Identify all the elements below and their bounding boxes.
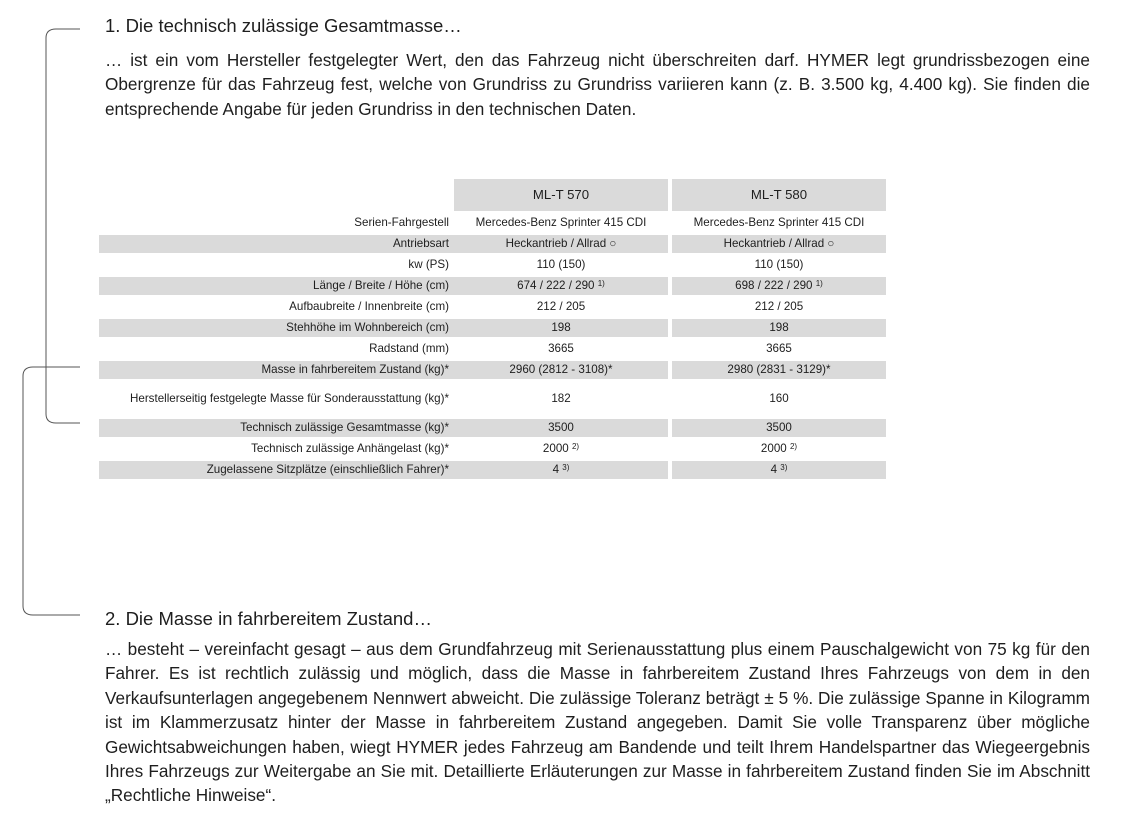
value-ml-t-580: [672, 419, 886, 437]
footnote-marker: 3): [780, 463, 788, 472]
column-header-ml-t-570: ML-T 570: [454, 179, 668, 211]
row-label: [99, 440, 454, 458]
row-label: [99, 382, 454, 416]
row-label: [99, 277, 454, 295]
row-label-text: Länge / Breite / Höhe (cm): [313, 279, 449, 292]
section-2-heading: 2. Die Masse in fahrbereitem Zustand…: [105, 608, 432, 629]
row-label-text: Aufbaubreite / Innenbreite (cm): [289, 300, 449, 313]
value-ml-t-580-text: 3665: [766, 342, 792, 355]
value-ml-t-580: [672, 256, 886, 274]
table-row: [99, 382, 886, 416]
value-ml-t-570: [454, 298, 668, 316]
value-ml-t-570-text: 198: [551, 321, 571, 334]
value-ml-t-580-text: 198: [769, 321, 789, 334]
table-header-row: [99, 179, 886, 211]
table-row: [99, 298, 886, 316]
value-ml-t-570-text: 2000: [542, 442, 569, 455]
value-ml-t-580: [672, 440, 886, 458]
section-1-heading: 1. Die technisch zulässige Gesamtmasse…: [105, 15, 462, 36]
value-ml-t-580-text: Heckantrieb / Allrad ○: [723, 237, 835, 250]
value-ml-t-570: [454, 461, 668, 479]
table-row: [99, 419, 886, 437]
table-row: [99, 256, 886, 274]
row-label-text: Serien-Fahrgestell: [354, 216, 449, 229]
value-ml-t-570-text: Heckantrieb / Allrad ○: [505, 237, 617, 250]
footnote-marker: 1): [815, 279, 823, 288]
row-label-text: Technisch zulässige Gesamtmasse (kg)*: [240, 421, 449, 434]
column-header-ml-t-580: ML-T 580: [672, 179, 886, 211]
value-ml-t-580: [672, 277, 886, 295]
row-label-text: Radstand (mm): [369, 342, 449, 355]
table-row: [99, 440, 886, 458]
row-label-text: kw (PS): [408, 258, 449, 271]
value-ml-t-580: [672, 235, 886, 253]
value-ml-t-580-text: Mercedes-Benz Sprinter 415 CDI: [693, 216, 865, 229]
value-ml-t-580: [672, 361, 886, 379]
row-label-text: Stehhöhe im Wohnbereich (cm): [286, 321, 449, 334]
footnote-marker: 2): [571, 442, 580, 451]
value-ml-t-580: [672, 461, 886, 479]
value-ml-t-570-text: 212 / 205: [536, 300, 586, 313]
table-row: [99, 340, 886, 358]
value-ml-t-570: [454, 256, 668, 274]
row-label: [99, 361, 454, 379]
table-row: [99, 214, 886, 232]
footnote-marker: 2): [789, 442, 798, 451]
row-label: [99, 256, 454, 274]
value-ml-t-570-text: 3500: [548, 421, 574, 434]
row-label: [99, 214, 454, 232]
value-ml-t-580: [672, 298, 886, 316]
value-ml-t-570: [454, 235, 668, 253]
value-ml-t-570-text: Mercedes-Benz Sprinter 415 CDI: [475, 216, 647, 229]
row-label: [99, 235, 454, 253]
row-label: [99, 340, 454, 358]
row-label: [99, 319, 454, 337]
value-ml-t-570: [454, 319, 668, 337]
value-ml-t-580: [672, 340, 886, 358]
section-1-text: … ist ein vom Hersteller festgelegter Wert, den das Fahrzeug nicht überschreiten darf. HYMER legt grundrissbezogen eine Obergrenze für das Fahrzeug fest, welche von Grundriss zu Grundriss variieren kann (z. B. 3.500 kg, 4.400 kg). Sie finden die entsprechende Angabe für jeden Grundriss in den technischen Daten.: [105, 50, 1090, 119]
value-ml-t-580-text: 698 / 222 / 290: [735, 279, 813, 292]
row-label: [99, 419, 454, 437]
table-body: [99, 214, 886, 479]
value-ml-t-580: [672, 319, 886, 337]
value-ml-t-580-text: 2980 (2831 - 3129)*: [727, 363, 831, 376]
value-ml-t-570: [454, 440, 668, 458]
value-ml-t-570-text: 3665: [548, 342, 574, 355]
table-row: [99, 277, 886, 295]
bracket-section-1: [46, 29, 80, 423]
value-ml-t-570: [454, 214, 668, 232]
value-ml-t-570: [454, 419, 668, 437]
bracket-section-2: [23, 367, 80, 615]
value-ml-t-580-text: 3500: [766, 421, 792, 434]
value-ml-t-570: [454, 361, 668, 379]
row-label: [99, 298, 454, 316]
row-label-text: Technisch zulässige Anhängelast (kg)*: [251, 442, 449, 455]
row-label: [99, 461, 454, 479]
table-row: [99, 461, 886, 479]
section-2-text: … besteht – vereinfacht gesagt – aus dem Grundfahrzeug mit Serienausstattung plus einem Pauschalgewicht von 75 kg für den Fahrer. Es ist rechtlich zulässig und möglich, dass die Masse in fahrbereitem Zustand Ihres Fahrzeugs von dem in den Verkaufsunterlagen angegebenem Nennwert abweicht. Die zulässige Toleranz beträgt ± 5 %. Die zulässige Spanne in Kilogramm ist im Klammerzusatz hinter der Masse in fahrbereitem Zustand angegeben. Damit Sie volle Transparenz über mögliche Gewichtsabweichungen haben, wiegt HYMER jedes Fahrzeug am Bandende und teilt Ihrem Handelspartner das Wiegeergebnis Ihres Fahrzeugs zur Weitergabe an Sie mit. Detaillierte Erläuterungen zur Masse in fahrbereitem Zustand finden Sie im Abschnitt „Rechtliche Hinweise“.: [105, 639, 1090, 806]
table-row: [99, 235, 886, 253]
spec-table: [99, 176, 886, 482]
value-ml-t-570-text: 182: [551, 392, 571, 405]
row-label-text: Antriebsart: [392, 237, 449, 250]
row-label-text: Herstellerseitig festgelegte Masse für Sonderausstattung (kg)*: [130, 392, 449, 405]
value-ml-t-570-text: 2960 (2812 - 3108)*: [509, 363, 613, 376]
value-ml-t-570-text: 4: [552, 463, 560, 476]
value-ml-t-580-text: 160: [769, 392, 789, 405]
row-label-text: Masse in fahrbereitem Zustand (kg)*: [261, 363, 449, 376]
value-ml-t-570-text: 110 (150): [536, 258, 586, 271]
value-ml-t-580-text: 2000: [760, 442, 787, 455]
value-ml-t-580-text: 110 (150): [754, 258, 804, 271]
value-ml-t-570-text: 674 / 222 / 290: [517, 279, 595, 292]
footnote-marker: 1): [597, 279, 605, 288]
row-label-text: Zugelassene Sitzplätze (einschließlich Fahrer)*: [206, 463, 449, 476]
value-ml-t-570: [454, 382, 668, 416]
value-ml-t-580: [672, 214, 886, 232]
value-ml-t-570: [454, 277, 668, 295]
table-row: [99, 319, 886, 337]
value-ml-t-580-text: 212 / 205: [754, 300, 804, 313]
value-ml-t-580-text: 4: [770, 463, 778, 476]
footnote-marker: 3): [562, 463, 570, 472]
table-row: [99, 361, 886, 379]
header-blank: [99, 179, 454, 211]
value-ml-t-570: [454, 340, 668, 358]
value-ml-t-580: [672, 382, 886, 416]
